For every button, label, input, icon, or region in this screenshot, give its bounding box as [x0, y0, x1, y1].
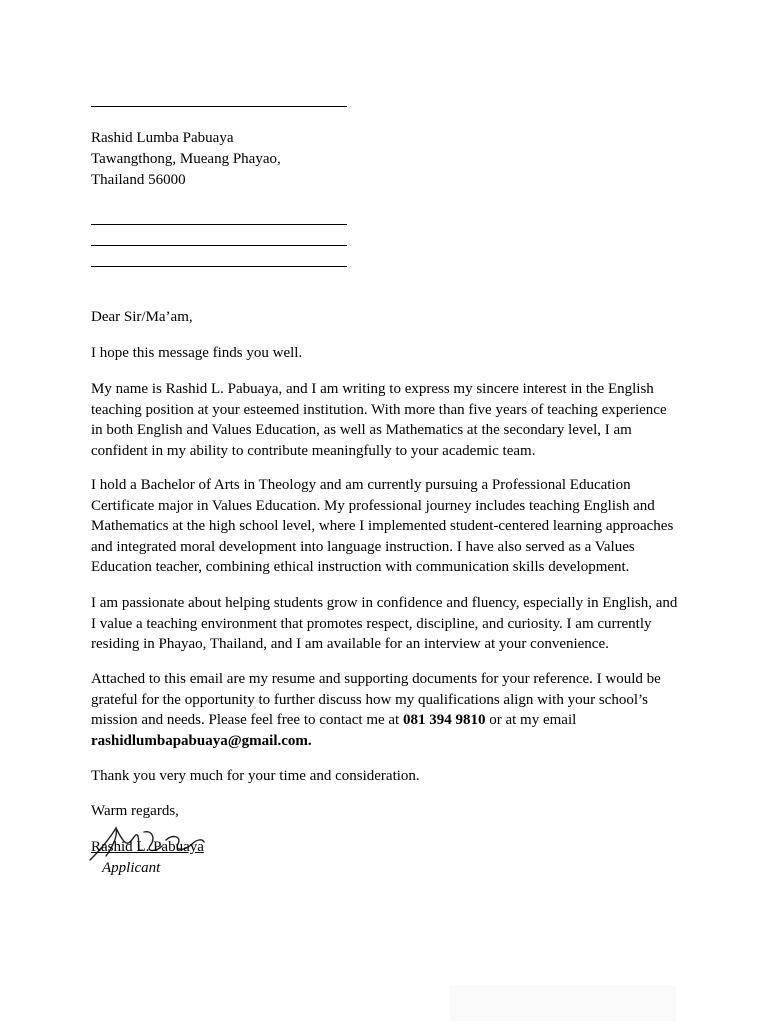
- paragraph-1: My name is Rashid L. Pabuaya, and I am writing to express my sincere interest in the English teaching position at your esteemed institution. With more than five years of teaching experience in both English and Values Education, as well as Mathematics at the secondary level, I am confident in my ability to contribute meaningfully to your academic team.: [91, 381, 667, 459]
- opening-line: I hope this message finds you well.: [91, 345, 303, 361]
- recipient-blank-line-1: [91, 224, 347, 225]
- recipient-blank-line-3: [91, 266, 347, 267]
- paragraph-4-text: Attached to this email are my resume and supporting documents for your reference. I would be grateful for the opportunity to further discuss how my qualifications align with your school’s mission and needs. Please feel free to contact me at: [91, 671, 661, 728]
- paragraph-4-text-2: or at my email: [485, 712, 577, 728]
- sender-address-line1: Tawangthong, Mueang Phayao,: [91, 151, 281, 167]
- paragraph-4: [91, 669, 681, 751]
- paragraph-2: I hold a Bachelor of Arts in Theology and am currently pursuing a Professional Education Certificate major in Values Education. My professional journey includes teaching English and Mathematics at the high school level, where I implemented student-centered learning approaches and integrated moral development into language instruction. I have also served as a Values Education teacher, combining ethical instruction with communication skills development.: [91, 477, 674, 575]
- sender-address: [91, 128, 281, 191]
- recipient-blank-line-top: [91, 106, 347, 107]
- salutation: Dear Sir/Ma’am,: [91, 309, 193, 325]
- phone-number: 081 394 9810: [402, 712, 486, 728]
- paragraph-3: I am passionate about helping students grow in confidence and fluency, especially in English, and I value a teaching environment that promotes respect, discipline, and curiosity. I am currently residing in Phayao, Thailand, and I am available for an interview at your convenience.: [91, 595, 678, 652]
- thanks-line: Thank you very much for your time and consideration.: [91, 768, 420, 784]
- signature-name: Rashid L. Pabuaya: [91, 839, 204, 855]
- signature-block: [91, 837, 681, 878]
- recipient-blank-line-2: [91, 245, 347, 246]
- closing: Warm regards,: [91, 803, 179, 819]
- sender-address-line2: Thailand 56000: [91, 172, 186, 188]
- faint-artifact: [450, 985, 676, 1021]
- sender-name: Rashid Lumba Pabuaya: [91, 130, 234, 146]
- signature-title: Applicant: [102, 859, 161, 876]
- email-address: rashidlumbapabuaya@gmail.com.: [91, 732, 312, 749]
